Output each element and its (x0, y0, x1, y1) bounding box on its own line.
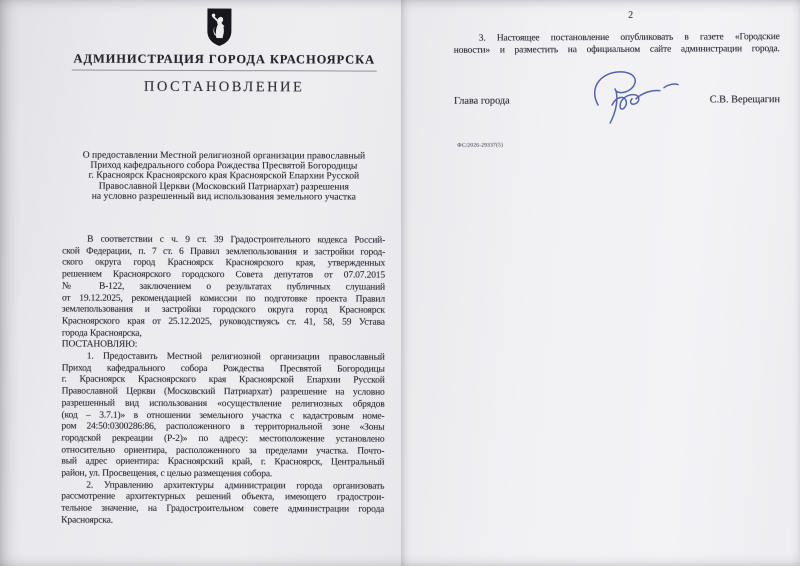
text-line: тельное значение, на Градостроительном совете администрации города (61, 503, 385, 515)
text-line: землепользования и застройки городского округа город Красноярск (61, 304, 385, 316)
text-line: ского округа город Красноярск Красноярского края, утвержденных (62, 257, 386, 270)
text-line: новости» и разместить на официальном сайте администрации города. (453, 43, 780, 56)
text-line: ской Федерации, п. 7 ст. 6 Правил землепользования и застройки город- (62, 246, 386, 258)
document-type-heading: ПОСТАНОВЛЕНИЕ (143, 78, 305, 96)
title-line: г. Красноярск Красноярского края Красноярской Епархии Русской (88, 170, 360, 182)
text-line: (код – 3.7.1)» в отношении земельного участка с кадастровым номе- (61, 410, 385, 422)
text-line: разрешенный вид использования «осуществление религиозных обрядов (61, 398, 385, 410)
krasnoyarsk-coat-of-arms-icon (205, 7, 234, 47)
text-line: В соответствии с ч. 9 ст. 39 Градостроительного кодекса Россий- (87, 234, 386, 246)
title-line: Приход кафедрального собора Рождества Пресвятой Богородицы (90, 159, 358, 172)
title-line: Православной Церкви (Московский Патриархат) разрешения (98, 180, 349, 193)
text-line: ПОСТАНОВЛЯЮ: (61, 339, 138, 351)
text-line: район, ул. Просвещения, с целью размещения собора. (61, 468, 273, 480)
signature-ink-icon (582, 63, 712, 130)
title-line: О предоставлении Местной религиозной организации православный (82, 149, 366, 162)
text-line: Приход кафедрального собора Рождества Пресвятой Богородицы (61, 363, 385, 375)
title-line: на условно разрешенный вид использования земельного участка (91, 190, 356, 203)
text-line: 2. Управлению архитектуры администрации города организовать (86, 480, 385, 492)
text-line: относительно ориентира, расположенного за пределами участка. Почто- (61, 445, 385, 457)
text-line: Красноярского края от 25.12.2025, руководствуясь ст. 41, 58, 59 Устава (61, 316, 385, 328)
text-line: города Красноярска, (61, 328, 142, 339)
text-line: 1. Предоставить Местной религиозной организации православный (86, 351, 385, 363)
document-body-page2 (454, 32, 780, 57)
signer-name: С.В. Верещагин (709, 94, 781, 106)
document-body-page1 (61, 235, 385, 529)
text-line: Православной Церкви (Московский Патриархат) разрешение на условно (61, 386, 385, 398)
page-number: 2 (628, 9, 634, 21)
signer-position-label: Глава города (454, 95, 510, 107)
footer-document-code: ФС/2026-29337(5) (457, 142, 504, 149)
text-line: № В-122, заключением о результатах публичных слушаний (61, 281, 386, 293)
text-line: 3. Настоящее постановление опубликовать в газете «Городские (478, 32, 780, 44)
text-line: рассмотрение архитектурных решений объекта, имеющего градострои- (61, 491, 385, 504)
text-line: г. Красноярск Красноярского края Красноярской Епархии Русской (61, 374, 385, 387)
text-line: Красноярска. (61, 515, 113, 526)
text-line: от 19.12.2025, рекомендацией комиссии по подготовке проекта Правил (61, 293, 385, 305)
text-line: решением Красноярского городского Совета депутатов от 07.07.2015 (62, 269, 386, 281)
org-name-text: АДМИНИСТРАЦИЯ ГОРОДА КРАСНОЯРСКА (71, 52, 377, 72)
text-line: ром 24:50:0300286:86, расположенного в территориальной зоне «Зоны (61, 421, 385, 433)
text-line: вый адрес ориентира: Красноярский край, г. Красноярск, Центральный (61, 456, 385, 469)
page-2 (401, 0, 800, 566)
org-name (63, 50, 386, 72)
document-title (62, 151, 385, 203)
text-line: городской рекреации (Р-2)» по адресу: местоположение установлено (61, 433, 385, 445)
